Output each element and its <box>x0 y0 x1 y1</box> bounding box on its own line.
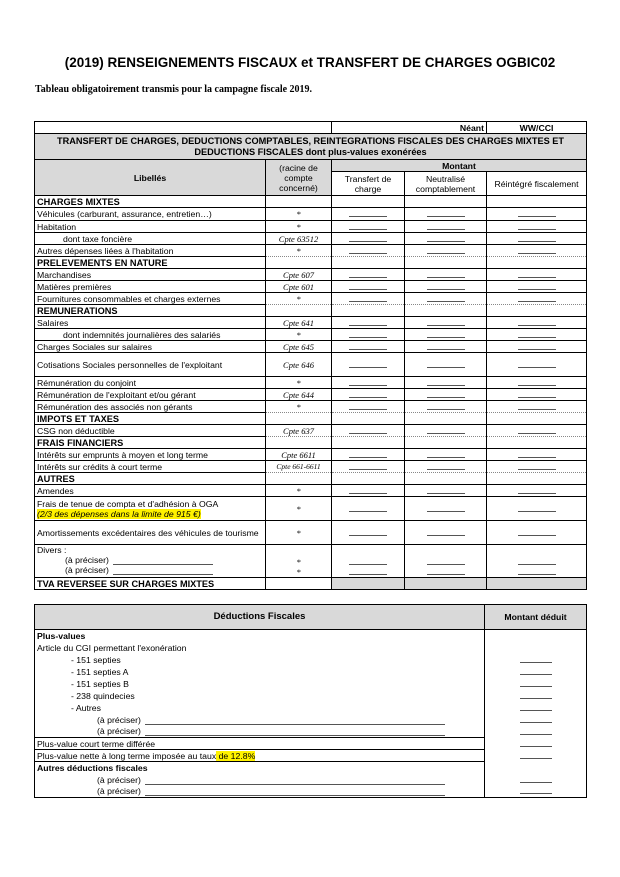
divers-label: Divers : <box>37 545 67 555</box>
table-row <box>35 305 587 317</box>
deduction-label <box>35 738 485 750</box>
article-item: - 151 septies <box>71 654 121 665</box>
table-row <box>35 714 587 726</box>
a-preciser-line[interactable] <box>145 776 445 785</box>
amount-cell[interactable] <box>487 389 587 401</box>
account-code: * <box>266 521 332 545</box>
table-row <box>35 389 587 401</box>
deduction-text: Plus-values <box>37 630 86 641</box>
deduction-label <box>35 642 485 654</box>
amount-cell[interactable] <box>405 401 487 413</box>
amount-cell[interactable] <box>332 449 405 461</box>
amount-cell[interactable] <box>332 245 405 257</box>
table-row <box>35 269 587 281</box>
amount-cell[interactable] <box>487 233 587 245</box>
deduction-amount[interactable] <box>485 630 587 642</box>
amount-cell[interactable] <box>332 281 405 293</box>
account-code: Cpte 645 <box>266 341 332 353</box>
deduction-amount[interactable] <box>485 678 587 690</box>
blank-cell <box>332 437 405 449</box>
table-row <box>35 678 587 690</box>
deduction-amount[interactable] <box>485 702 587 714</box>
a-preciser-line[interactable] <box>145 727 445 736</box>
account-code: Cpte 63512 <box>266 233 332 245</box>
blank-cell <box>487 196 587 208</box>
amount-cell[interactable] <box>332 377 405 389</box>
table-row <box>35 630 587 642</box>
amount-cell[interactable] <box>405 521 487 545</box>
amount-cell[interactable] <box>332 353 405 377</box>
table-row <box>35 485 587 497</box>
blank-cell <box>266 413 332 425</box>
blank-cell <box>487 305 587 317</box>
amount-cell[interactable] <box>405 233 487 245</box>
a-preciser-label: (à préciser) <box>65 565 109 575</box>
deduction-label <box>35 750 485 762</box>
ww-label: WW/CCI <box>487 122 587 134</box>
a-preciser-line[interactable] <box>113 556 213 565</box>
article-item: - 151 septies A <box>71 666 129 677</box>
deduction-label <box>35 714 485 726</box>
row-label: Rémunération de l'exploitant et/ou gérant <box>35 389 266 401</box>
account-code: * <box>266 377 332 389</box>
col-reintegre: Réintégré fiscalement <box>487 172 587 196</box>
row-label: Amendes <box>35 485 266 497</box>
table-row <box>35 449 587 461</box>
account-code: * <box>266 485 332 497</box>
row-label: Charges Sociales sur salaires <box>35 341 266 353</box>
deduction-amount[interactable] <box>485 738 587 750</box>
page-subtitle: Tableau obligatoirement transmis pour la campagne fiscale 2019. <box>35 84 313 95</box>
table-row <box>35 341 587 353</box>
deduction-amount[interactable] <box>485 750 587 762</box>
table-row <box>35 233 587 245</box>
amount-cell[interactable] <box>487 208 587 221</box>
section-heading: PRELEVEMENTS EN NATURE <box>35 257 266 269</box>
article-item: - 238 quindecies <box>71 690 135 701</box>
star-marker: * <box>296 557 301 567</box>
amount-cell[interactable] <box>487 461 587 473</box>
blank-cell <box>405 257 487 269</box>
amount-cell[interactable] <box>487 293 587 305</box>
deduction-label <box>35 630 485 642</box>
row-label: Matières premières <box>35 281 266 293</box>
table-row <box>35 642 587 654</box>
account-code: Cpte 641 <box>266 317 332 329</box>
amount-cell[interactable] <box>487 425 587 437</box>
section-heading: REMUNERATIONS <box>35 305 266 317</box>
neant-label: Néant <box>332 122 487 134</box>
account-code: * <box>266 401 332 413</box>
account-code: * <box>266 208 332 221</box>
row-label: Amortissements excédentaires des véhicules de tourisme <box>35 521 266 545</box>
table-row <box>35 221 587 233</box>
table-row <box>35 497 587 521</box>
blank-cell <box>487 578 587 590</box>
row-label: dont taxe foncière <box>35 233 266 245</box>
table-row <box>35 196 587 208</box>
col-neutralise: Neutralisé comptablement <box>405 172 487 196</box>
deduction-amount[interactable] <box>485 642 587 654</box>
deduction-text: Plus-value nette à long terme imposée au taux <box>37 750 217 761</box>
table-row <box>35 666 587 678</box>
table-row <box>35 425 587 437</box>
col-transfert: Transfert de charge <box>332 172 405 196</box>
amount-cell[interactable] <box>487 317 587 329</box>
table-row <box>35 413 587 425</box>
amount-cell[interactable] <box>487 545 587 578</box>
deduction-text: Article du CGI permettant l'exonération <box>37 642 187 653</box>
amount-cell[interactable] <box>405 497 487 521</box>
amount-cell[interactable] <box>332 233 405 245</box>
amount-cell[interactable] <box>332 425 405 437</box>
amount-cell[interactable] <box>332 497 405 521</box>
amount-cell[interactable] <box>405 269 487 281</box>
oga-label: Frais de tenue de compta et d'adhésion à OGA <box>37 498 219 509</box>
amount-cell[interactable] <box>405 377 487 389</box>
a-preciser-label: (à préciser) <box>97 714 141 725</box>
table-row <box>35 545 587 578</box>
row-label: Intérêts sur emprunts à moyen et long terme <box>35 449 266 461</box>
deduction-label <box>35 702 485 714</box>
table-row <box>35 437 587 449</box>
amount-cell[interactable] <box>405 208 487 221</box>
row-label: Marchandises <box>35 269 266 281</box>
deductions-title: Déductions Fiscales <box>35 605 485 630</box>
deduction-amount[interactable] <box>485 690 587 702</box>
table-row <box>35 762 587 774</box>
account-code: * <box>266 293 332 305</box>
account-code: Cpte 644 <box>266 389 332 401</box>
table-row <box>35 208 587 221</box>
amount-cell[interactable] <box>405 449 487 461</box>
table-row <box>35 690 587 702</box>
taux-highlight: de 12.8% <box>216 750 256 761</box>
col-libelles: Libellés <box>35 160 266 196</box>
amount-cell[interactable] <box>405 329 487 341</box>
blank-cell <box>266 473 332 485</box>
amount-cell[interactable] <box>405 461 487 473</box>
table-row <box>35 353 587 377</box>
table-row <box>35 774 587 786</box>
account-code: Cpte 646 <box>266 353 332 377</box>
table-row <box>35 786 587 798</box>
deduction-label <box>35 678 485 690</box>
amount-cell[interactable] <box>487 497 587 521</box>
table-row <box>35 461 587 473</box>
deduction-label <box>35 762 485 774</box>
account-code: Cpte 637 <box>266 425 332 437</box>
blank-cell <box>266 196 332 208</box>
a-preciser-label: (à préciser) <box>97 786 141 797</box>
col-montant: Montant <box>332 160 587 172</box>
charges-body-table <box>34 195 587 590</box>
row-label: Rémunération du conjoint <box>35 377 266 389</box>
account-code: * <box>266 221 332 233</box>
table-row <box>35 401 587 413</box>
deduction-label <box>35 786 485 798</box>
blank-cell <box>405 413 487 425</box>
deduction-amount[interactable] <box>485 654 587 666</box>
table-row <box>35 702 587 714</box>
blank-cell <box>266 257 332 269</box>
deduction-text: Autres déductions fiscales <box>37 762 148 773</box>
blank-cell <box>332 196 405 208</box>
blank-cell <box>405 578 487 590</box>
deduction-label <box>35 666 485 678</box>
amount-cell[interactable] <box>405 293 487 305</box>
amount-cell[interactable] <box>405 341 487 353</box>
account-code: * <box>266 245 332 257</box>
amount-cell[interactable] <box>332 389 405 401</box>
deduction-label <box>35 654 485 666</box>
amount-cell[interactable] <box>332 341 405 353</box>
transfert-charges-table <box>34 121 587 196</box>
table-row <box>35 281 587 293</box>
blank-cell <box>487 257 587 269</box>
row-label: Fournitures consommables et charges externes <box>35 293 266 305</box>
account-code: Cpte 661-6611 <box>266 461 332 473</box>
a-preciser-label: (à préciser) <box>97 726 141 737</box>
blank-cell <box>266 437 332 449</box>
blank-cell <box>35 122 332 134</box>
row-label: dont indemnités journalières des salariés <box>35 329 266 341</box>
table-row <box>35 750 587 762</box>
deduction-label <box>35 774 485 786</box>
amount-cell[interactable] <box>405 317 487 329</box>
deduction-label <box>35 726 485 738</box>
amount-cell[interactable] <box>487 485 587 497</box>
table-row <box>35 521 587 545</box>
deduction-amount[interactable] <box>485 726 587 738</box>
a-preciser-label: (à préciser) <box>97 774 141 785</box>
amount-cell[interactable] <box>487 377 587 389</box>
row-label: Salaires <box>35 317 266 329</box>
amount-cell[interactable] <box>332 401 405 413</box>
deduction-amount[interactable] <box>485 762 587 774</box>
section-heading: TVA REVERSEE SUR CHARGES MIXTES <box>35 578 266 590</box>
account-code: * <box>266 329 332 341</box>
table-row <box>35 578 587 590</box>
blank-cell <box>332 473 405 485</box>
table-row <box>35 377 587 389</box>
amount-cell[interactable] <box>405 485 487 497</box>
blank-cell <box>266 578 332 590</box>
deductions-table <box>34 604 587 798</box>
amount-cell[interactable] <box>332 221 405 233</box>
amount-cell[interactable] <box>487 521 587 545</box>
deduction-amount[interactable] <box>485 774 587 786</box>
blank-cell <box>332 578 405 590</box>
blank-cell <box>487 473 587 485</box>
amount-cell[interactable] <box>405 353 487 377</box>
account-code: * <box>266 497 332 521</box>
row-label <box>35 545 266 578</box>
blank-cell <box>332 413 405 425</box>
table-row <box>35 293 587 305</box>
table-row <box>35 257 587 269</box>
amount-cell[interactable] <box>487 401 587 413</box>
table-row <box>35 317 587 329</box>
row-label: Autres dépenses liées à l'habitation <box>35 245 266 257</box>
section-heading: AUTRES <box>35 473 266 485</box>
section-heading: CHARGES MIXTES <box>35 196 266 208</box>
amount-cell[interactable] <box>487 245 587 257</box>
amount-cell[interactable] <box>332 208 405 221</box>
account-code <box>266 545 332 578</box>
amount-cell[interactable] <box>332 545 405 578</box>
star-marker: * <box>296 567 301 577</box>
blank-cell <box>487 437 587 449</box>
blank-cell <box>405 305 487 317</box>
blank-cell <box>332 305 405 317</box>
a-preciser-label: (à préciser) <box>65 555 109 565</box>
amount-cell[interactable] <box>405 221 487 233</box>
amount-cell[interactable] <box>332 521 405 545</box>
table-row <box>35 726 587 738</box>
col-montant-deduit: Montant déduit <box>485 605 587 630</box>
blank-cell <box>405 437 487 449</box>
article-item: - 151 septies B <box>71 678 129 689</box>
account-code: Cpte 6611 <box>266 449 332 461</box>
amount-cell[interactable] <box>487 269 587 281</box>
table-row <box>35 654 587 666</box>
blank-cell <box>405 196 487 208</box>
row-label: Habitation <box>35 221 266 233</box>
oga-note: (2/3 des dépenses dans la limite de 915 €) <box>37 508 201 519</box>
amount-cell[interactable] <box>405 389 487 401</box>
blank-cell <box>405 473 487 485</box>
amount-cell[interactable] <box>487 329 587 341</box>
account-code: Cpte 601 <box>266 281 332 293</box>
account-code: Cpte 607 <box>266 269 332 281</box>
section-heading: IMPOTS ET TAXES <box>35 413 266 425</box>
deduction-label <box>35 690 485 702</box>
deduction-amount[interactable] <box>485 666 587 678</box>
amount-cell[interactable] <box>405 425 487 437</box>
table-row <box>35 473 587 485</box>
amount-cell[interactable] <box>405 281 487 293</box>
row-label: Rémunération des associés non gérants <box>35 401 266 413</box>
amount-cell[interactable] <box>332 461 405 473</box>
amount-cell[interactable] <box>487 281 587 293</box>
amount-cell[interactable] <box>332 293 405 305</box>
table-row <box>35 245 587 257</box>
blank-cell <box>487 413 587 425</box>
article-item: - Autres <box>71 702 101 713</box>
amount-cell[interactable] <box>405 545 487 578</box>
amount-cell[interactable] <box>332 317 405 329</box>
a-preciser-line[interactable] <box>113 566 213 575</box>
deduction-amount[interactable] <box>485 786 587 798</box>
section-heading: FRAIS FINANCIERS <box>35 437 266 449</box>
row-label: Véhicules (carburant, assurance, entretien…) <box>35 208 266 221</box>
section1-title: TRANSFERT DE CHARGES, DEDUCTIONS COMPTABLES, REINTEGRATIONS FISCALES DES CHARGES MIXTES ET DEDUCTIONS FISCALES dont plus-values exonérées <box>35 134 587 160</box>
deduction-amount[interactable] <box>485 714 587 726</box>
row-label <box>35 497 266 521</box>
blank-cell <box>266 305 332 317</box>
a-preciser-line[interactable] <box>145 716 445 725</box>
amount-cell[interactable] <box>487 221 587 233</box>
amount-cell[interactable] <box>332 485 405 497</box>
amount-cell[interactable] <box>332 329 405 341</box>
col-racine: (racine de compte concerné) <box>266 160 332 196</box>
amount-cell[interactable] <box>487 449 587 461</box>
row-label: CSG non déductible <box>35 425 266 437</box>
amount-cell[interactable] <box>332 269 405 281</box>
a-preciser-line[interactable] <box>145 787 445 796</box>
amount-cell[interactable] <box>487 353 587 377</box>
table-row <box>35 738 587 750</box>
row-label: Cotisations Sociales personnelles de l'exploitant <box>35 353 266 377</box>
page-title: (2019) RENSEIGNEMENTS FISCAUX et TRANSFERT DE CHARGES OGBIC02 <box>64 55 556 70</box>
deduction-text: Plus-value court terme différée <box>37 738 156 749</box>
row-label: Intérêts sur crédits à court terme <box>35 461 266 473</box>
blank-cell <box>332 257 405 269</box>
table-row <box>35 329 587 341</box>
amount-cell[interactable] <box>487 341 587 353</box>
amount-cell[interactable] <box>405 245 487 257</box>
